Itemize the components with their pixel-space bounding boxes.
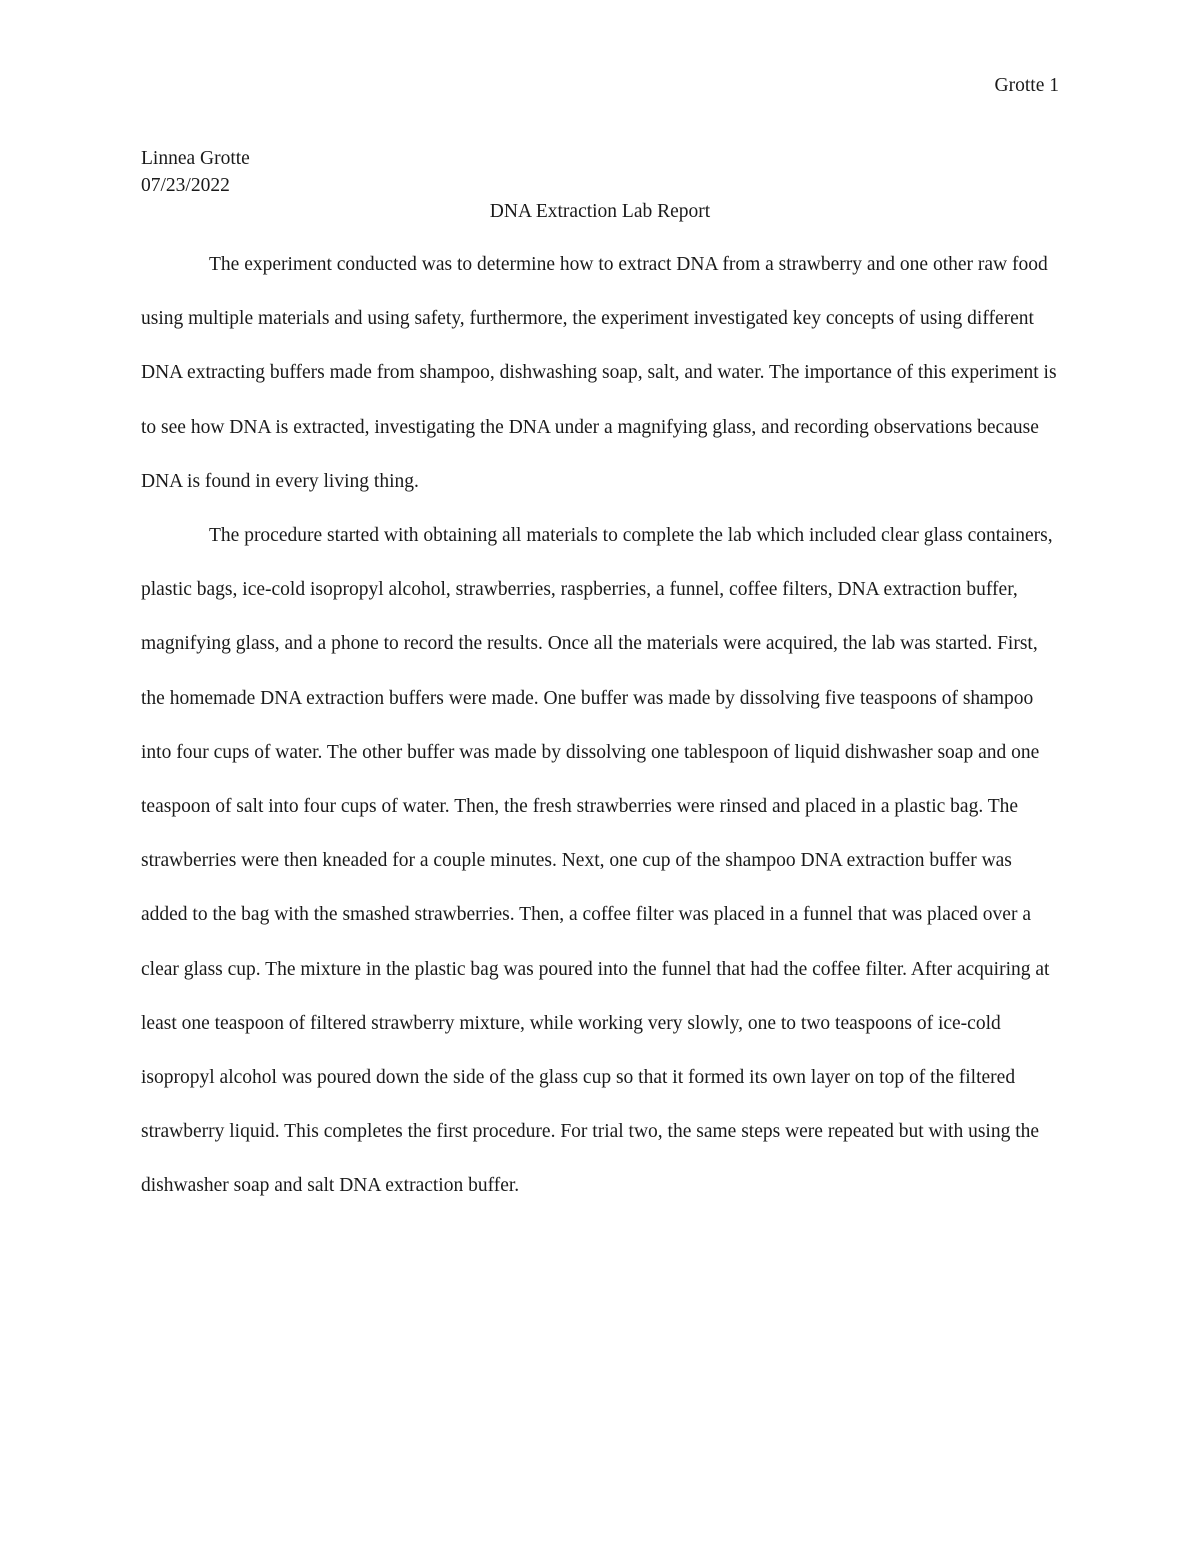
running-head: Grotte 1 [994,75,1059,96]
report-title: DNA Extraction Lab Report [489,201,711,222]
author-date-block [141,145,250,199]
paragraph-procedure: The procedure started with obtaining all materials to complete the lab which included clear glass containers, plastic bags, ice-cold isopropyl alcohol, strawberries, raspberries, a funnel, coffee filters, DNA extraction buffer, magnifying glass, and a phone to record the results. Once all the materials were acquired, the lab was started. First, the homemade DNA extraction buffers were made. One buffer was made by dissolving five teaspoons of shampoo into four cups of water. The other buffer was made by dissolving one tablespoon of liquid dishwasher soap and one teaspoon of salt into four cups of water. Then, the fresh strawberries were rinsed and placed in a plastic bag. The strawberries were then kneaded for a couple minutes. Next, one cup of the shampoo DNA extraction buffer was added to the bag with the smashed strawberries. Then, a coffee filter was placed in a funnel that was placed over a clear glass cup. The mixture in the plastic bag was poured into the funnel that had the coffee filter. After acquiring at least one teaspoon of filtered strawberry mixture, while working very slowly, one to two teaspoons of ice-cold isopropyl alcohol was poured down the side of the glass cup so that it formed its own layer on top of the filtered strawberry liquid. This completes the first procedure. For trial two, the same steps were repeated but with using the dishwasher soap and salt DNA extraction buffer. [141,525,1053,1197]
paragraph-introduction: The experiment conducted was to determine how to extract DNA from a strawberry and one other raw food using multiple materials and using safety, furthermore, the experiment investigated key concepts of using different DNA extracting buffers made from shampoo, dishwashing soap, salt, and water. The importance of this experiment is to see how DNA is extracted, investigating the DNA under a magnifying glass, and recording observations because DNA is found in every living thing. [141,254,1057,492]
report-body [141,238,1061,1214]
report-date: 07/23/2022 [141,175,230,196]
author-name: Linnea Grotte [141,148,250,169]
